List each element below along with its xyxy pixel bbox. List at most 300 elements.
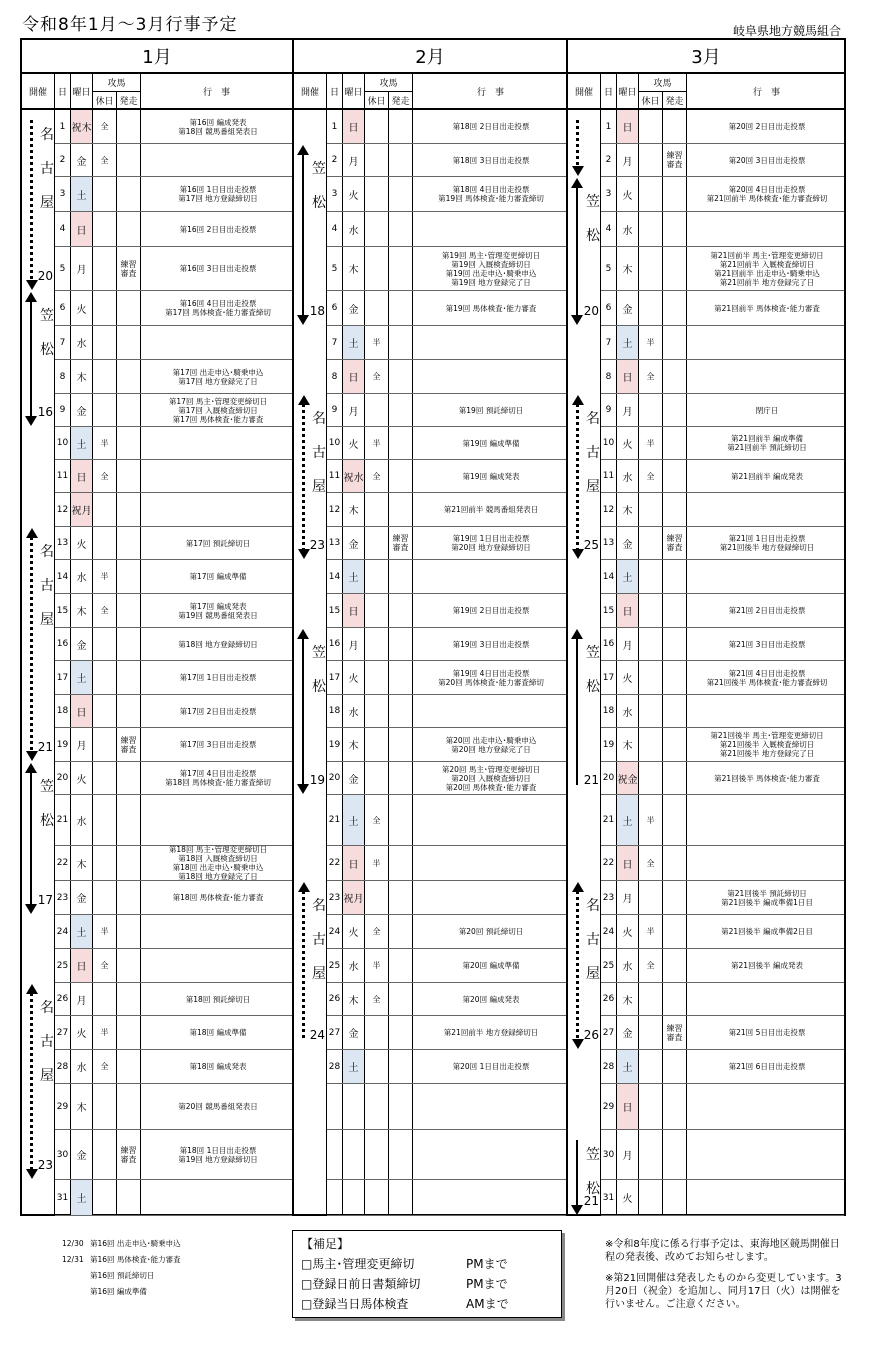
- events-cell: [141, 110, 292, 143]
- table-row: [55, 949, 292, 983]
- kouba-hassou: [389, 661, 413, 694]
- kouba-kyujitsu: [639, 1084, 663, 1129]
- supplement-item: [301, 1294, 553, 1314]
- weekday: 金: [71, 144, 93, 176]
- events-cell: [413, 460, 566, 492]
- kouba-hassou: 練習審査: [663, 527, 687, 559]
- day-number: [327, 1084, 343, 1129]
- venue-days: 21: [583, 1194, 599, 1208]
- events-cell: [413, 493, 566, 526]
- events-cell: [413, 695, 566, 727]
- note-date: 12/30: [62, 1239, 84, 1248]
- event-item: 第16回 2日目出走投票: [179, 224, 257, 234]
- event-item: 第19回 馬主･管理変更締切日: [441, 250, 541, 260]
- kouba-kyujitsu: 半: [639, 326, 663, 359]
- day-number: 6: [601, 291, 617, 325]
- kouba-hassou: 練習審査: [663, 1016, 687, 1049]
- kouba-hassou: [663, 212, 687, 246]
- kouba-hassou: 練習審査: [663, 144, 687, 176]
- kouba-hassou: 練習審査: [117, 728, 141, 761]
- venue-char: 屋: [40, 1068, 54, 1084]
- table-row: [327, 695, 566, 728]
- event-item: 第21回前半 入厩検査締切日: [719, 259, 815, 269]
- table-row: [601, 427, 844, 460]
- weekday: 土: [343, 795, 365, 845]
- day-number: 12: [55, 493, 71, 526]
- events-cell: [413, 1016, 566, 1049]
- table-row: [327, 247, 566, 291]
- event-item: 第20回 編成準備: [462, 961, 520, 970]
- venue-name: [311, 408, 327, 496]
- venue-char: 松: [40, 813, 54, 829]
- kouba-kyujitsu: [93, 212, 117, 246]
- kouba-kyujitsu: [639, 527, 663, 559]
- kouba-kyujitsu: [93, 661, 117, 694]
- table-row: [601, 247, 844, 291]
- event-item: 第18回 馬主･管理変更締切日: [168, 845, 268, 854]
- column-headers: [294, 74, 566, 110]
- venue-char: 名: [586, 898, 600, 914]
- day-number: 15: [601, 594, 617, 627]
- venue-arrow: [302, 154, 304, 316]
- weekday: 月: [343, 144, 365, 176]
- venue-arrow: [576, 891, 579, 1040]
- weekday: 火: [617, 177, 639, 211]
- table-row: [55, 983, 292, 1016]
- venue-char: 笠: [586, 1147, 600, 1163]
- day-number: 24: [601, 915, 617, 948]
- event-item: 第21回前半 馬体検査･能力審査: [714, 303, 820, 313]
- venue-block: [294, 144, 327, 326]
- weekday: 土: [343, 560, 365, 593]
- kouba-hassou: [663, 628, 687, 660]
- table-row: [601, 177, 844, 212]
- header-kouba: 攻馬: [93, 74, 141, 92]
- table-row: [327, 1016, 566, 1050]
- kouba-kyujitsu: [93, 762, 117, 794]
- weekday: 金: [71, 881, 93, 914]
- event-item: 第16回 4日目出走投票: [179, 299, 257, 308]
- weekday: 日: [343, 360, 365, 393]
- table-row: [327, 212, 566, 247]
- weekday: 土: [71, 661, 93, 694]
- kouba-hassou: [663, 177, 687, 211]
- kouba-hassou: [389, 983, 413, 1015]
- day-number: 13: [327, 527, 343, 559]
- venue-days: 25: [583, 538, 599, 552]
- kouba-kyujitsu: [639, 762, 663, 794]
- venue-char: 松: [586, 679, 600, 695]
- supplement-item: [301, 1254, 553, 1274]
- day-number: 27: [601, 1016, 617, 1049]
- event-item: 第19回 地方登録締切日: [178, 1154, 258, 1164]
- kouba-kyujitsu: [93, 728, 117, 761]
- events-cell: [413, 394, 566, 426]
- table-row: [601, 560, 844, 594]
- events-cell: [687, 212, 844, 246]
- venue-days: 26: [583, 1028, 599, 1042]
- venue-arrow: [302, 404, 305, 550]
- venue-days: 18: [309, 304, 325, 318]
- venue-block: [22, 110, 55, 291]
- venue-char: 屋: [40, 612, 54, 628]
- events-cell: [687, 983, 844, 1015]
- kouba-kyujitsu: [93, 394, 117, 426]
- events-cell: [687, 560, 844, 593]
- day-number: 19: [601, 728, 617, 761]
- table-row: [601, 1180, 844, 1216]
- kouba-kyujitsu: 半: [93, 1016, 117, 1049]
- weekday: 土: [617, 326, 639, 359]
- event-item: 第19回 3日目出走投票: [452, 639, 530, 649]
- weekday: 水: [617, 460, 639, 492]
- table-row: [601, 661, 844, 695]
- event-item: 第20回 編成発表: [462, 994, 520, 1004]
- venue-arrow: [30, 301, 32, 417]
- kouba-hassou: [389, 247, 413, 290]
- kouba-kyujitsu: [365, 1180, 389, 1215]
- venue-char: 名: [586, 411, 600, 427]
- events-cell: [141, 394, 292, 426]
- event-item: 第18回 地方登録完了日: [178, 872, 258, 881]
- day-number: 5: [601, 247, 617, 290]
- day-number: 29: [55, 1084, 71, 1129]
- kouba-kyujitsu: [639, 661, 663, 694]
- venue-char: 名: [312, 898, 326, 914]
- events-cell: [413, 762, 566, 794]
- kouba-hassou: [663, 326, 687, 359]
- weekday: 日: [617, 1084, 639, 1129]
- venue-char: 屋: [40, 195, 54, 211]
- table-row: [327, 144, 566, 177]
- events-cell: [141, 728, 292, 761]
- weekday: 水: [617, 212, 639, 246]
- kouba-hassou: [663, 291, 687, 325]
- venue-block: [568, 177, 601, 326]
- event-item: 第20回 出走申込･騎乗申込: [445, 735, 537, 745]
- event-item: 第21回前半 出走申込･騎乗申込: [714, 268, 820, 278]
- header-hassou: 発走: [389, 92, 413, 108]
- day-number: 31: [601, 1180, 617, 1215]
- kouba-hassou: [117, 144, 141, 176]
- event-item: 第18回 入厩検査締切日: [178, 854, 258, 863]
- event-item: 第21回 1日目出走投票: [728, 534, 806, 543]
- events-cell: [141, 881, 292, 914]
- venue-name: [585, 642, 601, 696]
- kouba-kyujitsu: [365, 144, 389, 176]
- event-item: 第18回 3日目出走投票: [452, 155, 530, 165]
- table-row: [55, 144, 292, 177]
- kouba-kyujitsu: [365, 110, 389, 143]
- table-row: [55, 1180, 292, 1216]
- venue-block: [22, 527, 55, 762]
- events-cell: [687, 1180, 844, 1215]
- events-cell: [687, 110, 844, 143]
- kouba-hassou: [663, 394, 687, 426]
- venue-char: 古: [40, 578, 54, 594]
- day-number: 16: [327, 628, 343, 660]
- event-item: 第19回 編成発表: [462, 471, 520, 481]
- kouba-kyujitsu: 全: [639, 360, 663, 393]
- kouba-kyujitsu: 全: [365, 915, 389, 948]
- kouba-hassou: [117, 493, 141, 526]
- table-row: [601, 915, 844, 949]
- venue-days: 16: [37, 405, 53, 419]
- weekday: 火: [71, 291, 93, 325]
- day-number: 13: [55, 527, 71, 559]
- day-number: 14: [601, 560, 617, 593]
- table-row: [55, 728, 292, 762]
- table-row: [55, 360, 292, 394]
- venue-name: [585, 408, 601, 496]
- kouba-kyujitsu: [93, 628, 117, 660]
- table-row: [55, 881, 292, 915]
- event-item: 第20回 3日目出走投票: [728, 155, 806, 165]
- day-number: 23: [327, 881, 343, 914]
- events-cell: [141, 177, 292, 211]
- table-row: [601, 326, 844, 360]
- day-number: 20: [601, 762, 617, 794]
- event-item: 第20回 馬体検査･能力審査: [445, 782, 537, 792]
- event-item: 第17回 地方登録締切日: [178, 194, 258, 203]
- kouba-kyujitsu: [365, 527, 389, 559]
- kouba-hassou: 練習審査: [117, 247, 141, 290]
- event-item: 第18回 編成準備: [189, 1028, 247, 1037]
- event-item: 第18回 馬体検査･能力審査締切: [165, 778, 271, 787]
- kouba-hassou: [389, 594, 413, 627]
- header-hassou: 発走: [663, 92, 687, 108]
- event-item: 第17回 2日目出走投票: [179, 706, 257, 716]
- venue-block: [22, 762, 55, 915]
- kouba-kyujitsu: 半: [365, 846, 389, 880]
- kouba-hassou: [389, 291, 413, 325]
- event-item: 第21回前半 馬主･管理変更締切日: [710, 250, 824, 260]
- events-cell: [141, 983, 292, 1015]
- venue-name: [585, 1144, 601, 1198]
- header-kaisai: 開催: [568, 74, 601, 108]
- weekday: 土: [343, 326, 365, 359]
- events-cell: [141, 144, 292, 176]
- supplement-label: □登録当日馬体検査: [301, 1297, 409, 1311]
- day-number: 1: [327, 110, 343, 143]
- table-row: [601, 846, 844, 881]
- events-cell: [687, 846, 844, 880]
- kouba-hassou: [117, 983, 141, 1015]
- weekday: 木: [617, 493, 639, 526]
- day-number: 3: [601, 177, 617, 211]
- kouba-hassou: [663, 915, 687, 948]
- table-row: [327, 1050, 566, 1084]
- venue-char: 松: [312, 195, 326, 211]
- event-item: 第17回 4日目出走投票: [179, 769, 257, 778]
- venue-arrow: [302, 638, 304, 785]
- kouba-kyujitsu: [639, 728, 663, 761]
- events-cell: [141, 1130, 292, 1179]
- weekday: 水: [343, 949, 365, 982]
- events-cell: [687, 427, 844, 459]
- table-row: [601, 460, 844, 493]
- day-number: 9: [601, 394, 617, 426]
- weekday: 日: [617, 594, 639, 627]
- venue-days: 20: [583, 304, 599, 318]
- events-cell: [141, 1180, 292, 1215]
- weekday: 日: [617, 360, 639, 393]
- event-item: 第21回前半 馬体検査･能力審査締切: [706, 194, 828, 203]
- events-cell: [413, 360, 566, 393]
- venue-days: 24: [309, 1028, 325, 1042]
- event-item: 第17回 地方登録完了日: [178, 376, 258, 386]
- day-number: 4: [55, 212, 71, 246]
- kouba-kyujitsu: [365, 1130, 389, 1179]
- day-number: 23: [55, 881, 71, 914]
- table-row: [55, 527, 292, 560]
- header-day: 日: [601, 74, 617, 108]
- kouba-hassou: [117, 594, 141, 627]
- weekday: 金: [343, 291, 365, 325]
- table-row: [55, 661, 292, 695]
- kouba-kyujitsu: [93, 326, 117, 359]
- event-item: 第21回後半 入厩検査締切日: [719, 740, 815, 749]
- venue-days: 20: [37, 269, 53, 283]
- table-row: [327, 846, 566, 881]
- event-item: 第21回前半 地方登録締切日: [443, 1028, 539, 1037]
- day-number: 8: [55, 360, 71, 393]
- kouba-hassou: [117, 628, 141, 660]
- weekday: 金: [71, 1130, 93, 1179]
- day-number: 7: [327, 326, 343, 359]
- kouba-kyujitsu: 全: [93, 460, 117, 492]
- page-title: 令和8年1月～3月行事予定: [22, 15, 238, 35]
- month-column: [292, 40, 566, 1214]
- weekday: 日: [617, 846, 639, 880]
- events-cell: [687, 1050, 844, 1083]
- events-cell: [413, 846, 566, 880]
- weekday: 祝金: [617, 762, 639, 794]
- kouba-hassou: [389, 326, 413, 359]
- table-row: [327, 527, 566, 560]
- venue-char: 笠: [586, 194, 600, 210]
- day-number: 21: [55, 795, 71, 845]
- weekday: 金: [617, 291, 639, 325]
- table-row: [55, 493, 292, 527]
- event-item: 第18回 地方登録締切日: [178, 639, 258, 649]
- table-row: [55, 915, 292, 949]
- kouba-kyujitsu: [365, 247, 389, 290]
- events-cell: [687, 326, 844, 359]
- events-cell: [413, 212, 566, 246]
- event-item: 第16回 編成発表: [189, 117, 247, 127]
- day-number: 2: [55, 144, 71, 176]
- note-text: 第16回 編成準備: [90, 1287, 147, 1296]
- kouba-kyujitsu: [93, 983, 117, 1015]
- events-cell: [141, 247, 292, 290]
- venue-arrow: [576, 638, 578, 785]
- events-cell: [141, 212, 292, 246]
- table-row: [601, 144, 844, 177]
- weekday: 月: [617, 394, 639, 426]
- event-item: 第21回前半 編成発表: [731, 471, 803, 481]
- venue-char: 古: [312, 932, 326, 948]
- kouba-kyujitsu: [639, 1016, 663, 1049]
- events-cell: [413, 728, 566, 761]
- day-number: 16: [601, 628, 617, 660]
- events-cell: [687, 1016, 844, 1049]
- kouba-hassou: [663, 594, 687, 627]
- header-kyujitsu: 休日: [639, 92, 663, 108]
- kouba-hassou: [389, 394, 413, 426]
- kouba-kyujitsu: 半: [365, 326, 389, 359]
- day-number: 25: [55, 949, 71, 982]
- weekday: 木: [343, 247, 365, 290]
- kouba-kyujitsu: [365, 212, 389, 246]
- day-number: [327, 1180, 343, 1215]
- day-number: 1: [55, 110, 71, 143]
- events-cell: [413, 560, 566, 593]
- header-gyouji: 行 事: [202, 87, 230, 98]
- kouba-kyujitsu: [639, 628, 663, 660]
- kouba-kyujitsu: [93, 360, 117, 393]
- event-item: 第21回後半 地方登録完了日: [719, 749, 815, 758]
- weekday: 土: [71, 177, 93, 211]
- header-hassou: 発走: [117, 92, 141, 108]
- kouba-kyujitsu: 半: [93, 427, 117, 459]
- kouba-hassou: [389, 1180, 413, 1215]
- day-number: 8: [327, 360, 343, 393]
- day-number: 22: [327, 846, 343, 880]
- header-kyujitsu: 休日: [365, 92, 389, 108]
- kouba-kyujitsu: 全: [639, 460, 663, 492]
- kouba-kyujitsu: [365, 594, 389, 627]
- weekday: 祝月: [71, 493, 93, 526]
- weekday: 日: [71, 695, 93, 727]
- day-number: 4: [327, 212, 343, 246]
- event-item: 第19回 預託締切日: [458, 405, 524, 415]
- kouba-kyujitsu: 全: [365, 360, 389, 393]
- events-cell: [413, 144, 566, 176]
- event-item: 第19回 4日目出走投票: [452, 668, 530, 678]
- events-cell: [413, 1084, 566, 1129]
- event-item: 第20回 入厩検査締切日: [451, 773, 531, 783]
- kouba-kyujitsu: [93, 881, 117, 914]
- kouba-hassou: [389, 110, 413, 143]
- note-line: [62, 1252, 181, 1268]
- events-cell: [141, 427, 292, 459]
- event-item: 第20回 4日目出走投票: [728, 185, 806, 194]
- kouba-kyujitsu: 半: [365, 949, 389, 982]
- kouba-hassou: [117, 427, 141, 459]
- events-cell: [413, 110, 566, 143]
- venue-block: [294, 394, 327, 560]
- kouba-hassou: [663, 1130, 687, 1179]
- event-item: 第17回 出走申込･騎乗申込: [172, 367, 264, 377]
- kouba-hassou: [117, 291, 141, 325]
- events-cell: [687, 1130, 844, 1179]
- table-row: [601, 493, 844, 527]
- venue-name: [585, 895, 601, 983]
- weekday: 水: [71, 560, 93, 593]
- weekday: 火: [343, 915, 365, 948]
- venue-arrow: [30, 120, 33, 281]
- table-row: [327, 493, 566, 527]
- venue-arrow: [302, 891, 305, 1040]
- note-text: 第16回 馬体検査･能力審査: [90, 1255, 181, 1264]
- note-date: 12/31: [62, 1255, 84, 1264]
- table-row: [601, 212, 844, 247]
- day-number: 2: [327, 144, 343, 176]
- kouba-kyujitsu: [365, 661, 389, 694]
- event-item: 第19回 競馬番組発表日: [178, 610, 258, 620]
- events-cell: [141, 326, 292, 359]
